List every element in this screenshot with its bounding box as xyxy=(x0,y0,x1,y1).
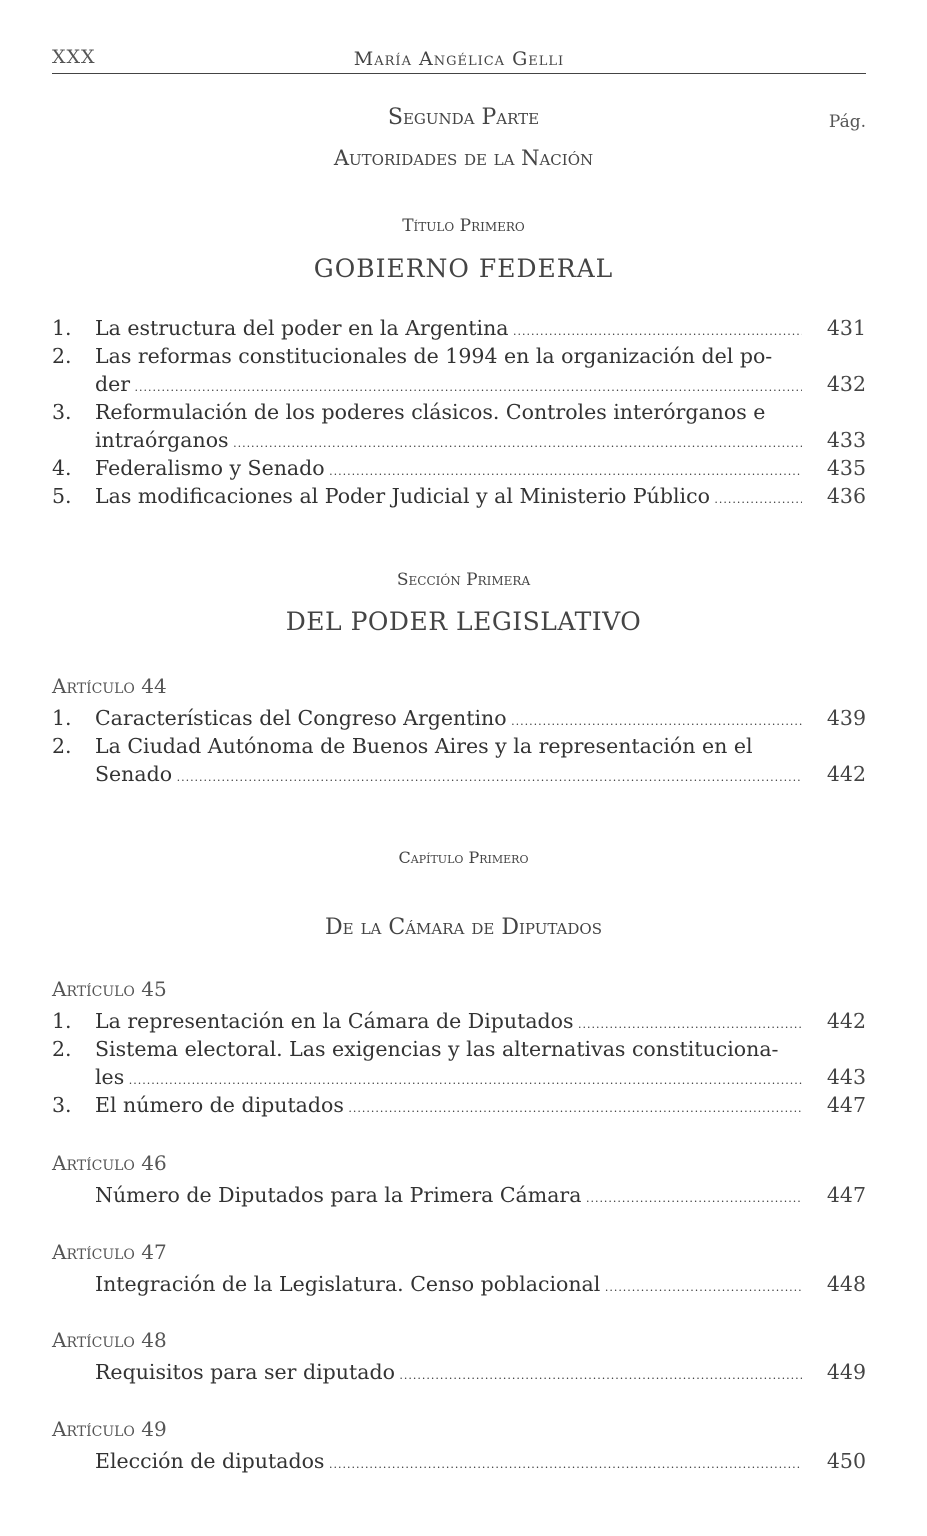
entry-title: Sistema electoral. Las exigencias y las alternativas constituciona- xyxy=(95,1037,779,1061)
part-title: Autoridades de la Nación xyxy=(333,146,594,170)
seccion-heading: DEL PODER LEGISLATIVO xyxy=(285,607,642,636)
toc-entry[interactable] xyxy=(52,1358,866,1386)
capitulo-label: Capítulo Primero xyxy=(398,848,529,867)
toc-entry[interactable] xyxy=(52,1007,866,1035)
entry-title: Requisitos para ser diputado xyxy=(95,1360,395,1384)
entry-page: 432 xyxy=(826,372,866,396)
toc-entry[interactable] xyxy=(52,314,866,342)
entry-page: 433 xyxy=(826,428,866,452)
articulo-label: Artículo 45 xyxy=(52,977,167,1001)
entry-page: 442 xyxy=(826,762,866,786)
entry-number: 2. xyxy=(52,1037,72,1061)
entry-page: 435 xyxy=(826,456,866,480)
part-label: Segunda Parte xyxy=(387,105,540,130)
entry-title: Elección de diputados xyxy=(95,1449,325,1473)
entry-number: 1. xyxy=(52,316,72,340)
entry-number: 3. xyxy=(52,1093,72,1117)
entry-number: 2. xyxy=(52,734,72,758)
header-rule xyxy=(52,73,866,74)
entry-title: La Ciudad Autónoma de Buenos Aires y la representación en el xyxy=(95,734,753,758)
entry-page: 442 xyxy=(826,1009,866,1033)
entry-number: 3. xyxy=(52,400,72,424)
toc-entry[interactable] xyxy=(52,1091,866,1119)
entry-page: 449 xyxy=(826,1360,866,1384)
articulo-label: Artículo 48 xyxy=(52,1328,167,1352)
entry-page: 443 xyxy=(826,1065,866,1089)
toc-entry[interactable] xyxy=(52,1181,866,1209)
entry-number: 4. xyxy=(52,456,72,480)
entry-title: Número de Diputados para la Primera Cámara xyxy=(95,1183,582,1207)
entry-page: 448 xyxy=(826,1272,866,1296)
entry-title: Federalismo y Senado xyxy=(95,456,325,480)
toc-entry[interactable] xyxy=(52,732,866,788)
entry-page: 431 xyxy=(826,316,866,340)
articulo-label: Artículo 47 xyxy=(52,1240,167,1264)
entry-title-continued: intraórganos xyxy=(95,428,229,452)
entry-title-continued: der xyxy=(95,372,131,396)
entry-title: Características del Congreso Argentino xyxy=(95,706,507,730)
pag-column-label: Pág. xyxy=(828,112,866,132)
entry-title-continued: Senado xyxy=(95,762,173,786)
toc-entry[interactable] xyxy=(52,1447,866,1475)
entry-number: 1. xyxy=(52,706,72,730)
toc-entry[interactable] xyxy=(52,454,866,482)
seccion-label: Sección Primera xyxy=(396,570,531,590)
articulo-label: Artículo 46 xyxy=(52,1151,167,1175)
entry-page: 439 xyxy=(826,706,866,730)
articulo-label: Artículo 49 xyxy=(52,1417,167,1441)
capitulo-heading: De la Cámara de Diputados xyxy=(325,915,602,940)
articulo-label: Artículo 44 xyxy=(52,674,167,698)
toc-entry[interactable] xyxy=(52,1270,866,1298)
titulo-label: Título Primero xyxy=(402,216,525,236)
running-head: María Angélica Gelli xyxy=(353,48,565,70)
entry-number: 2. xyxy=(52,344,72,368)
entry-title-continued: les xyxy=(95,1065,125,1089)
entry-title: Las reformas constitucionales de 1994 en la organización del po- xyxy=(95,344,773,368)
entry-page: 447 xyxy=(826,1183,866,1207)
toc-entry[interactable] xyxy=(52,704,866,732)
entry-page: 447 xyxy=(826,1093,866,1117)
entry-title: Reformulación de los poderes clásicos. Controles interórganos e xyxy=(95,400,766,424)
page-folio: XXX xyxy=(52,46,96,68)
entry-title: La estructura del poder en la Argentina xyxy=(95,316,509,340)
entry-number: 1. xyxy=(52,1009,72,1033)
entry-number: 5. xyxy=(52,484,72,508)
toc-entry[interactable] xyxy=(52,482,866,510)
entry-page: 436 xyxy=(826,484,866,508)
toc-entry[interactable] xyxy=(52,1035,866,1091)
toc-entry[interactable] xyxy=(52,398,866,454)
entry-title: Integración de la Legislatura. Censo poblacional xyxy=(95,1272,601,1296)
titulo-heading: GOBIERNO FEDERAL xyxy=(313,254,614,283)
entry-title: La representación en la Cámara de Diputados xyxy=(95,1009,574,1033)
entry-title: Las modificaciones al Poder Judicial y al Ministerio Público xyxy=(95,484,710,508)
entry-title: El número de diputados xyxy=(95,1093,344,1117)
toc-entry[interactable] xyxy=(52,342,866,398)
entry-page: 450 xyxy=(826,1449,866,1473)
